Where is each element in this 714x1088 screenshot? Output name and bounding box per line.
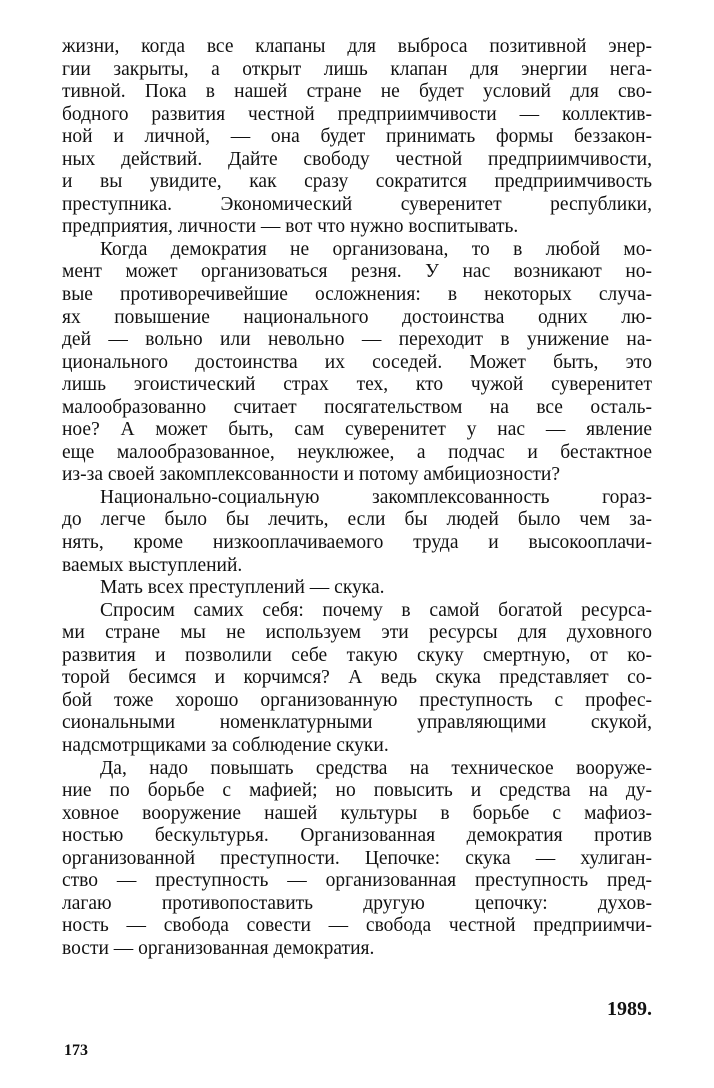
text-line: жизни, когда все клапаны для выброса позитивной энер- (62, 36, 652, 57)
paragraph (62, 36, 652, 239)
text-line: надсмотрщиками за соблюдение скуки. (62, 734, 389, 756)
text-line: Национально-социальную закомплексованность гораз- (100, 486, 652, 508)
paragraph (62, 487, 652, 577)
paragraph (62, 600, 652, 758)
paragraph (62, 577, 652, 600)
text-line: ность — свобода совести — свобода честной предприимчи- (62, 915, 652, 937)
text-line: ховное вооружение нашей культуры в борьбе с мафиоз- (62, 802, 652, 824)
text-line: еще малообразованное, неуклюжее, а подчас и бестактное (62, 441, 652, 463)
text-line: Мать всех преступлений — скука. (100, 577, 385, 599)
text-line: вые противоречивейшие осложнения: в некоторых случа- (62, 284, 652, 306)
text-line: дей — вольно или невольно — переходит в унижение на- (62, 329, 652, 351)
text-line: организованной преступности. Цепочке: скука — хулиган- (62, 847, 652, 869)
text-line: ное? А может быть, сам суверенитет у нас — явление (62, 419, 652, 441)
paragraph (62, 758, 652, 961)
page-number: 173 (64, 1042, 88, 1059)
text-line: вости — организованная демократия. (62, 937, 375, 959)
text-line: ционального достоинства их соседей. Может быть, это (62, 351, 652, 373)
text-line: торой бесимся и корчимся? А ведь скука представляет со- (62, 667, 652, 689)
body-text (62, 36, 652, 960)
text-line: Когда демократия не организована, то в любой мо- (100, 238, 652, 260)
text-line: нять, кроме низкооплачиваемого труда и высокооплачи- (62, 532, 652, 554)
text-line: сиональными номенклатурными управляющими скукой, (62, 712, 652, 734)
text-line: ностью бескультурья. Организованная демократия против (62, 825, 652, 847)
text-line: тивной. Пока в нашей стране не будет условий для сво- (62, 81, 652, 103)
text-line: из-за своей закомплексованности и потому амбициозности? (62, 464, 560, 486)
text-line: ных действий. Дайте свободу честной предприимчивости, (62, 148, 652, 170)
text-line: ваемых выступлений. (62, 554, 243, 576)
page-body (62, 36, 652, 960)
text-line: бодного развития честной предприимчивости — коллектив- (62, 103, 652, 125)
text-line: мент может организоваться резня. У нас возникают но- (62, 261, 652, 283)
text-line: бой тоже хорошо организованную преступность с профес- (62, 689, 652, 711)
paragraph (62, 239, 652, 487)
date-signature: 1989. (607, 998, 652, 1020)
text-line: предприятия, личности — вот что нужно воспитывать. (62, 216, 519, 238)
text-line: ми стране мы не используем эти ресурсы для духовного (62, 622, 652, 644)
text-line: ной и личной, — она будет принимать формы беззакон- (62, 126, 652, 148)
text-line: ство — преступность — организованная преступность пред- (62, 870, 652, 892)
text-line: ях повышение национального достоинства одних лю- (62, 306, 652, 328)
text-line: лишь эгоистический страх тех, кто чужой суверенитет (62, 374, 652, 396)
text-line: малообразованно считает посягательством на все осталь- (62, 396, 652, 418)
text-line: развития и позволили себе такую скуку смертную, от ко- (62, 644, 652, 666)
text-line: гии закрыты, а открыт лишь клапан для энергии нега- (62, 58, 652, 80)
text-line: и вы увидите, как сразу сократится предприимчивость (62, 171, 652, 193)
text-line: лагаю противопоставить другую цепочку: духов- (62, 892, 652, 914)
text-line: до легче было бы лечить, если бы людей было чем за- (62, 509, 652, 531)
text-line: ние по борьбе с мафией; но повысить и средства на ду- (62, 780, 652, 802)
text-line: преступника. Экономический суверенитет республики, (62, 193, 652, 215)
text-line: Спросим самих себя: почему в самой богатой ресурса- (100, 599, 652, 621)
text-line: Да, надо повышать средства на техническое вооруже- (100, 757, 652, 779)
